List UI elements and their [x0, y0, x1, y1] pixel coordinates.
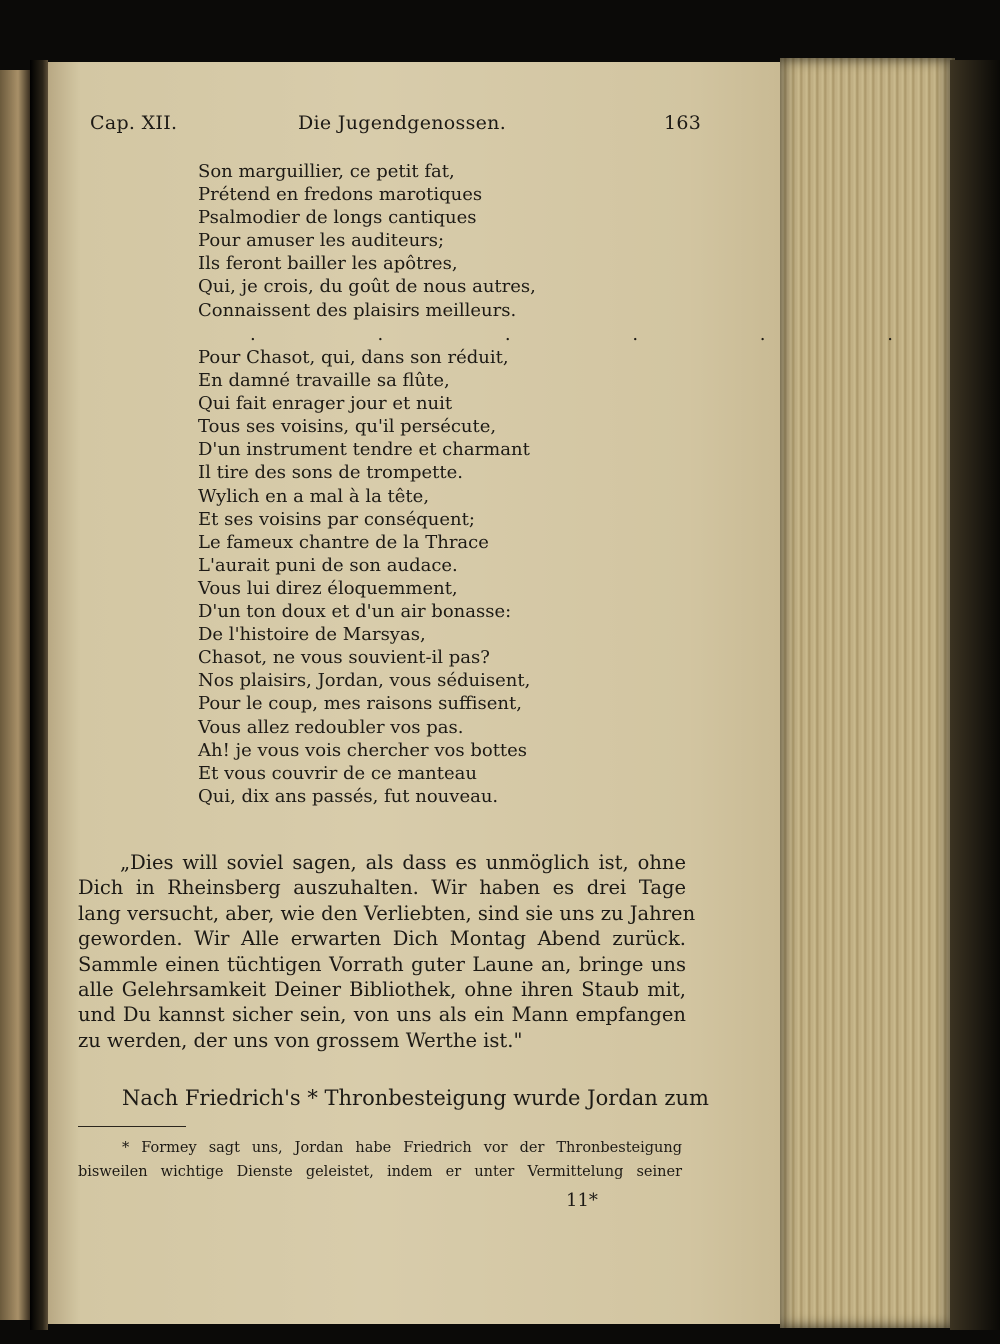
poem-line: Psalmodier de longs cantiques	[198, 207, 477, 229]
poem-line: De l'histoire de Marsyas,	[198, 624, 426, 646]
poem-line: En damné travaille sa flûte,	[198, 370, 450, 392]
page-stack-edge	[780, 58, 955, 1328]
prose-line: alle Gelehrsamkeit Deiner Bibliothek, ohne ihren Staub mit,	[78, 977, 686, 1001]
prose-line: Sammle einen tüchtigen Vorrath guter Laune an, bringe uns	[78, 952, 686, 976]
footnote-line: bisweilen wichtige Dienste geleistet, indem er unter Vermittelung seiner	[78, 1164, 682, 1180]
prose-line: lang versucht, aber, wie den Verliebten, sind sie uns zu Jahren	[78, 901, 696, 925]
poem-line: D'un ton doux et d'un air bonasse:	[198, 601, 512, 623]
poem-line: Qui, je crois, du goût de nous autres,	[198, 276, 536, 298]
page-number: 163	[664, 112, 702, 134]
continuation-line: Nach Friedrich's * Thronbesteigung wurde Jordan zum	[122, 1086, 709, 1110]
poem-line: Pour le coup, mes raisons suffisent,	[198, 693, 522, 715]
poem-line: Connaissent des plaisirs meilleurs.	[198, 299, 517, 321]
prose-line: „Dies will soviel sagen, als dass es unmöglich ist, ohne	[120, 851, 686, 874]
poem-line: L'aurait puni de son audace.	[198, 554, 458, 576]
chapter-label: Cap. XII.	[90, 112, 178, 134]
poem-line: Vous lui direz éloquemment,	[198, 577, 458, 599]
prose-line: Dich in Rheinsberg auszuhalten. Wir haben es drei Tage	[78, 876, 686, 900]
book-gutter	[30, 60, 48, 1330]
poem-line: Chasot, ne vous souvient-il pas?	[198, 647, 490, 669]
poem-line: D'un instrument tendre et charmant	[198, 439, 530, 461]
poem-line: Tous ses voisins, qu'il persécute,	[198, 416, 497, 438]
poem-line: Il tire des sons de trompette.	[198, 462, 463, 484]
prose-paragraph	[78, 850, 696, 1053]
poem-line: Et ses voisins par conséquent;	[198, 508, 475, 530]
left-page-edge	[0, 70, 30, 1320]
poem-line: Nos plaisirs, Jordan, vous séduisent,	[198, 670, 531, 692]
prose-line: und Du kannst sicher sein, von uns als ein Mann empfangen	[78, 1003, 686, 1027]
poem-line: Ah! je vous vois chercher vos bottes	[198, 739, 528, 761]
poem-line: Son marguillier, ce petit fat,	[198, 161, 455, 182]
book-cover-edge	[950, 60, 1000, 1330]
poem-line: Qui fait enrager jour et nuit	[198, 393, 453, 415]
poem-line: Wylich en a mal à la tête,	[198, 485, 430, 507]
footnote-rule	[78, 1126, 186, 1127]
poem-line: Qui, dix ans passés, fut nouveau.	[198, 785, 499, 807]
poem-stanza-1	[198, 160, 536, 322]
poem-line: Pour Chasot, qui, dans son réduit,	[198, 347, 509, 368]
signature-mark: 11*	[566, 1190, 598, 1211]
poem-line: Pour amuser les auditeurs;	[198, 230, 445, 252]
poem-line: Et vous couvrir de ce manteau	[198, 762, 477, 784]
poem-line: Le fameux chantre de la Thrace	[198, 531, 489, 553]
prose-line: zu werden, der uns von grossem Werthe ist."	[78, 1028, 523, 1052]
footnote	[78, 1136, 682, 1184]
poem-stanza-2	[198, 346, 530, 808]
footnote-line: * Formey sagt uns, Jordan habe Friedrich vor der Thronbesteigung	[122, 1140, 682, 1156]
poem-line: Prétend en fredons marotiques	[198, 184, 483, 206]
ellipsis-dots: . . . . . .	[250, 324, 951, 345]
poem-line: Vous allez redoubler vos pas.	[198, 716, 464, 738]
poem-line: Ils feront bailler les apôtres,	[198, 253, 458, 275]
prose-line: geworden. Wir Alle erwarten Dich Montag Abend zurück.	[78, 927, 686, 951]
running-title: Die Jugendgenossen.	[298, 112, 507, 134]
